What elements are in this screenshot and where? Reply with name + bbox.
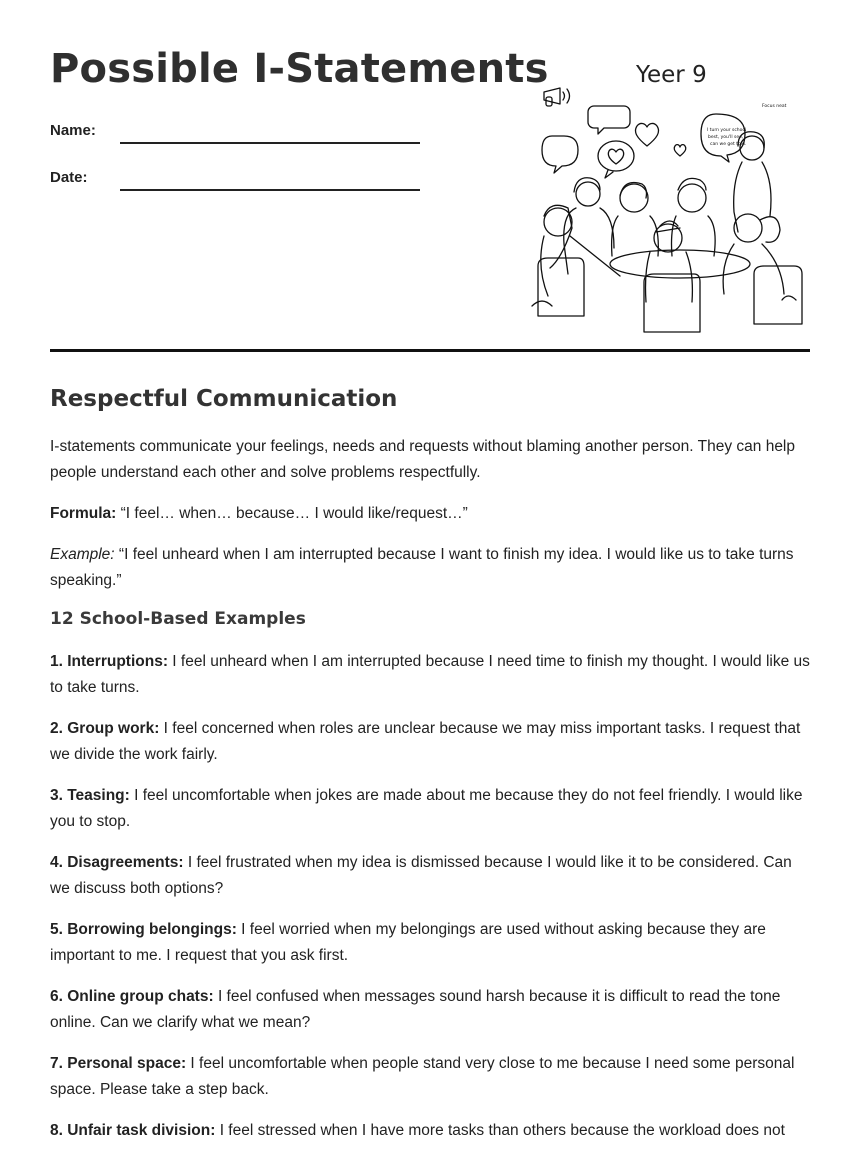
example-item-label: 8. Unfair task division: [50,1122,216,1139]
example-item [50,1051,812,1103]
heart-icons [608,123,686,164]
example-item-label: 6. Online group chats: [50,988,214,1005]
example-item [50,716,812,768]
chairs [532,258,802,332]
example-item-label: 4. Disagreements: [50,854,184,871]
corner-text: Focus neat [762,104,787,109]
formula-label: Formula: [50,505,117,522]
example-item [50,649,812,701]
intro-paragraph: I-statements communicate your feelings, needs and requests without blaming another person. They can help people understand each other and solve problems respectfully. [50,438,795,481]
bubble-text-1: I turn your school [707,128,747,133]
example-item-label: 1. Interruptions: [50,653,168,670]
example-item [50,783,812,835]
megaphone-icon [544,88,570,106]
header-divider [50,349,810,352]
example-item-label: 5. Borrowing belongings: [50,921,237,938]
example-item-text: I feel stressed when I have more tasks than others because the workload does not [215,1122,785,1139]
bubble-text-2: best, you'll see, [708,135,744,140]
example-item-text: I feel unheard when I am interrupted because I need time to finish my thought. I would like us to take turns. [50,653,810,696]
example-item-label: 7. Personal space: [50,1055,187,1072]
example-item-text: I feel confused when messages sound harsh because it is difficult to read the tone online. Can we clarify what we mean? [50,988,781,1031]
example-paragraph [50,542,812,594]
example-item-text: I feel concerned when roles are unclear because we may miss important tasks. I request that we divide the work fairly. [50,720,801,763]
date-label: Date: [50,169,88,186]
section-heading: Respectful Communication [50,386,398,412]
example-item [50,850,812,902]
name-line[interactable] [120,142,420,144]
example-item [50,1118,812,1144]
formula-text: “I feel… when… because… I would like/request…” [116,505,468,522]
example-item-text: I feel uncomfortable when jokes are made about me because they do not feel friendly. I would like you to stop. [50,787,803,830]
page-title: Possible I-Statements [50,46,549,92]
example-item-text: I feel worried when my belongings are used without asking because they are important to me. I request that you ask first. [50,921,766,964]
formula-paragraph [50,501,812,527]
date-line[interactable] [120,189,420,191]
example-item [50,917,812,969]
example-item-label: 2. Group work: [50,720,160,737]
example-item-label: 3. Teasing: [50,787,130,804]
year-label: Yeer 9 [636,62,707,88]
name-label: Name: [50,122,96,139]
examples-heading: 12 School-Based Examples [50,609,306,629]
bubble-text-3: can we get told. [710,142,747,147]
example-item-text: I feel frustrated when my idea is dismissed because I would like it to be considered. Can we discuss both options? [50,854,792,897]
example-label: Example: [50,546,115,563]
example-text: “I feel unheard when I am interrupted because I want to finish my idea. I would like us to take turns speaking.” [50,546,794,589]
students-discussion-illustration [530,86,815,333]
example-item-text: I feel uncomfortable when people stand very close to me because I need some personal space. Please take a step back. [50,1055,795,1098]
example-item [50,984,812,1036]
main-content [50,386,812,1159]
